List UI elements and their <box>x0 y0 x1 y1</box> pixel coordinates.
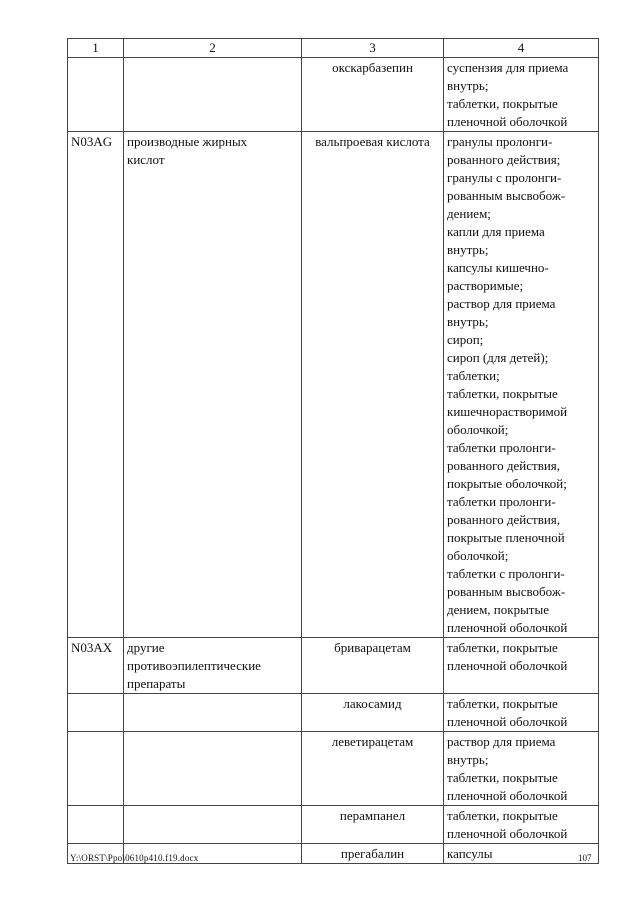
dosage-form-line: пленочной оболочкой <box>447 714 568 729</box>
dosage-form-line: таблетки, покрытые <box>447 386 558 401</box>
dosage-form-line: растворимые; <box>447 278 524 293</box>
dosage-form-line: таблетки, покрытые <box>447 96 558 111</box>
table-row <box>68 732 599 806</box>
dosage-forms-cell <box>444 806 599 844</box>
dosage-form-line: внутрь; <box>447 752 489 767</box>
group-name-cell <box>124 806 302 844</box>
dosage-form-line: суспензия для приема <box>447 60 569 75</box>
column-header-4: 4 <box>444 39 599 58</box>
group-name-line: препараты <box>127 676 186 691</box>
group-name-cell <box>124 638 302 694</box>
dosage-form-line: внутрь; <box>447 314 489 329</box>
group-name-line: другие <box>127 640 165 655</box>
group-name-line: кислот <box>127 152 165 167</box>
dosage-form-line: сироп (для детей); <box>447 350 549 365</box>
dosage-form-line: покрытые оболочкой; <box>447 476 567 491</box>
column-header-1: 1 <box>68 39 124 58</box>
group-name-cell <box>124 58 302 132</box>
dosage-form-line: рованного действия; <box>447 152 561 167</box>
substance-cell: лакосамид <box>302 694 444 732</box>
dosage-form-line: таблетки с пролонги- <box>447 566 565 581</box>
group-name-line: производные жирных <box>127 134 248 149</box>
column-header-3: 3 <box>302 39 444 58</box>
medication-table <box>67 38 599 864</box>
footer-file-path: Y:\ORST\Ppo\0610p410.f19.docx <box>70 853 199 863</box>
dosage-form-line: пленочной оболочкой <box>447 114 568 129</box>
dosage-form-line: таблетки пролонги- <box>447 440 556 455</box>
dosage-form-line: рованного действия, <box>447 458 561 473</box>
table-row <box>68 806 599 844</box>
dosage-form-line: внутрь; <box>447 242 489 257</box>
dosage-form-line: пленочной оболочкой <box>447 788 568 803</box>
dosage-form-line: капсулы кишечно- <box>447 260 549 275</box>
dosage-form-line: таблетки, покрытые <box>447 770 558 785</box>
substance-cell: леветирацетам <box>302 732 444 806</box>
dosage-forms-cell <box>444 694 599 732</box>
group-name-cell <box>124 132 302 638</box>
dosage-form-line: таблетки, покрытые <box>447 808 558 823</box>
dosage-form-line: гранулы пролонги- <box>447 134 553 149</box>
dosage-form-line: пленочной оболочкой <box>447 826 568 841</box>
substance-cell: бриварацетам <box>302 638 444 694</box>
atc-code-cell <box>68 732 124 806</box>
dosage-form-line: раствор для приема <box>447 296 556 311</box>
group-name-cell <box>124 732 302 806</box>
substance-cell: окскарбазепин <box>302 58 444 132</box>
footer-page-number: 107 <box>578 853 592 863</box>
dosage-form-line: пленочной оболочкой <box>447 620 568 635</box>
column-header-2: 2 <box>124 39 302 58</box>
dosage-form-line: кишечнорастворимой <box>447 404 568 419</box>
dosage-form-line: дением; <box>447 206 491 221</box>
dosage-form-line: рованным высвобож- <box>447 188 566 203</box>
dosage-form-line: внутрь; <box>447 78 489 93</box>
dosage-form-line: рованного действия, <box>447 512 561 527</box>
dosage-form-line: оболочкой; <box>447 422 509 437</box>
table-header-row <box>68 39 599 58</box>
group-name-cell <box>124 694 302 732</box>
dosage-form-line: таблетки; <box>447 368 500 383</box>
dosage-form-line: таблетки пролонги- <box>447 494 556 509</box>
dosage-forms-cell <box>444 132 599 638</box>
dosage-form-line: покрытые пленочной <box>447 530 565 545</box>
atc-code-cell <box>68 58 124 132</box>
atc-code-cell <box>68 694 124 732</box>
atc-code-cell: N03AG <box>68 132 124 638</box>
dosage-form-line: гранулы с пролонги- <box>447 170 562 185</box>
substance-cell: прегабалин <box>302 844 444 864</box>
dosage-form-line: таблетки, покрытые <box>447 640 558 655</box>
dosage-forms-cell <box>444 638 599 694</box>
dosage-form-line: таблетки, покрытые <box>447 696 558 711</box>
dosage-form-line: рованным высвобож- <box>447 584 566 599</box>
table-row <box>68 132 599 638</box>
substance-cell: перампанел <box>302 806 444 844</box>
dosage-form-line: раствор для приема <box>447 734 556 749</box>
dosage-form-line: капли для приема <box>447 224 545 239</box>
substance-cell: вальпроевая кислота <box>302 132 444 638</box>
dosage-forms-cell <box>444 732 599 806</box>
dosage-form-line: дением, покрытые <box>447 602 549 617</box>
table-body <box>68 58 599 864</box>
table-row <box>68 638 599 694</box>
dosage-forms-cell <box>444 58 599 132</box>
table-row <box>68 58 599 132</box>
atc-code-cell: N03AX <box>68 638 124 694</box>
dosage-forms-cell <box>444 844 599 864</box>
table-row <box>68 694 599 732</box>
group-name-line: противоэпилептические <box>127 658 261 673</box>
dosage-form-line: сироп; <box>447 332 484 347</box>
atc-code-cell <box>68 806 124 844</box>
dosage-form-line: пленочной оболочкой <box>447 658 568 673</box>
dosage-form-line: капсулы <box>447 846 493 861</box>
dosage-form-line: оболочкой; <box>447 548 509 563</box>
